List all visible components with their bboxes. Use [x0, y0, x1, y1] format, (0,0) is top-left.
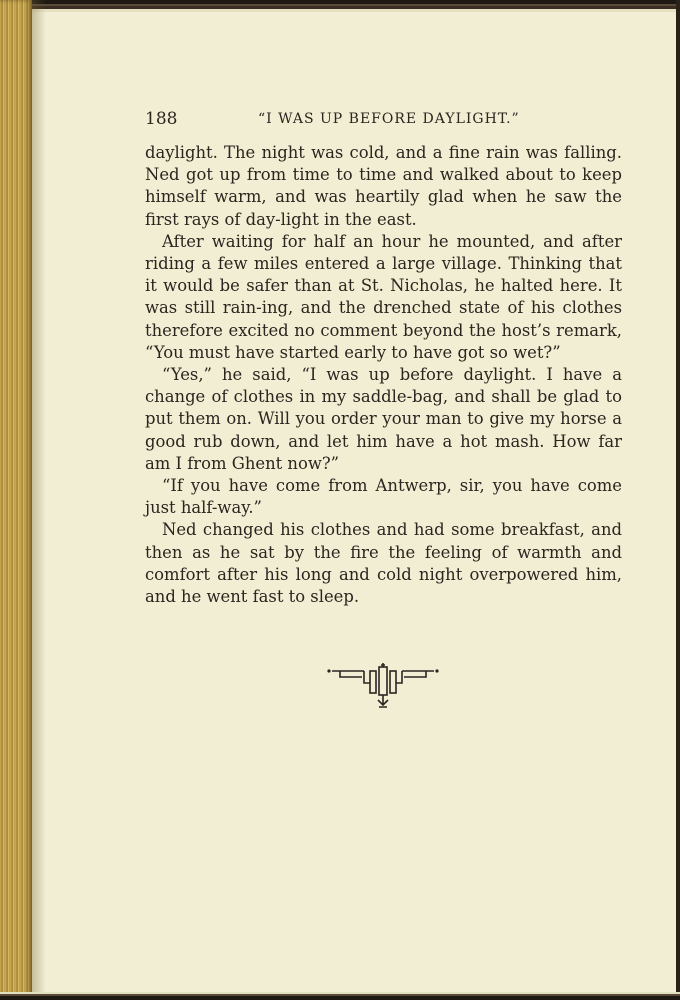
bottom-page-edge: [0, 992, 680, 1000]
paragraph: Ned changed his clothes and had some breakfast, and then as he sat by the fire the feeling of warmth and comfort after his long and cold night overpowered him, and he went fast to sleep.: [145, 520, 622, 607]
paragraph: After waiting for half an hour he mounted, and after riding a few miles entered a large village. Thinking that it would be safer than at St. Nicholas, he halted here. It was still rain-ing, and the drenched state of his clothes therefore excited no comment beyond the host’s remark, “You must have started early to have got so wet?”: [145, 231, 622, 362]
top-page-edge: [0, 0, 680, 12]
paragraph: “If you have come from Antwerp, sir, you have come just half-way.”: [145, 476, 622, 518]
tailpiece-ornament-icon: [326, 663, 440, 709]
body-text: [145, 142, 622, 608]
paragraph: daylight. The night was cold, and a fine rain was falling. Ned got up from time to time and walked about to keep himself warm, and was heartily glad when he saw the first rays of day-light in the east.: [145, 143, 622, 229]
page-number: 188: [145, 109, 178, 129]
right-page-edge: [676, 0, 680, 1000]
paragraph: “Yes,” he said, “I was up before daylight. I have a change of clothes in my saddle-bag, and shall be glad to put them on. Will you order your man to give my horse a good rub down, and let him have a hot mash. How far am I from Ghent now?”: [145, 365, 622, 473]
running-title: “I WAS UP BEFORE DAYLIGHT.”: [258, 111, 520, 127]
gilded-page-edges: [0, 0, 32, 1000]
running-head: [145, 109, 625, 133]
gutter-shadow: [32, 0, 46, 1000]
